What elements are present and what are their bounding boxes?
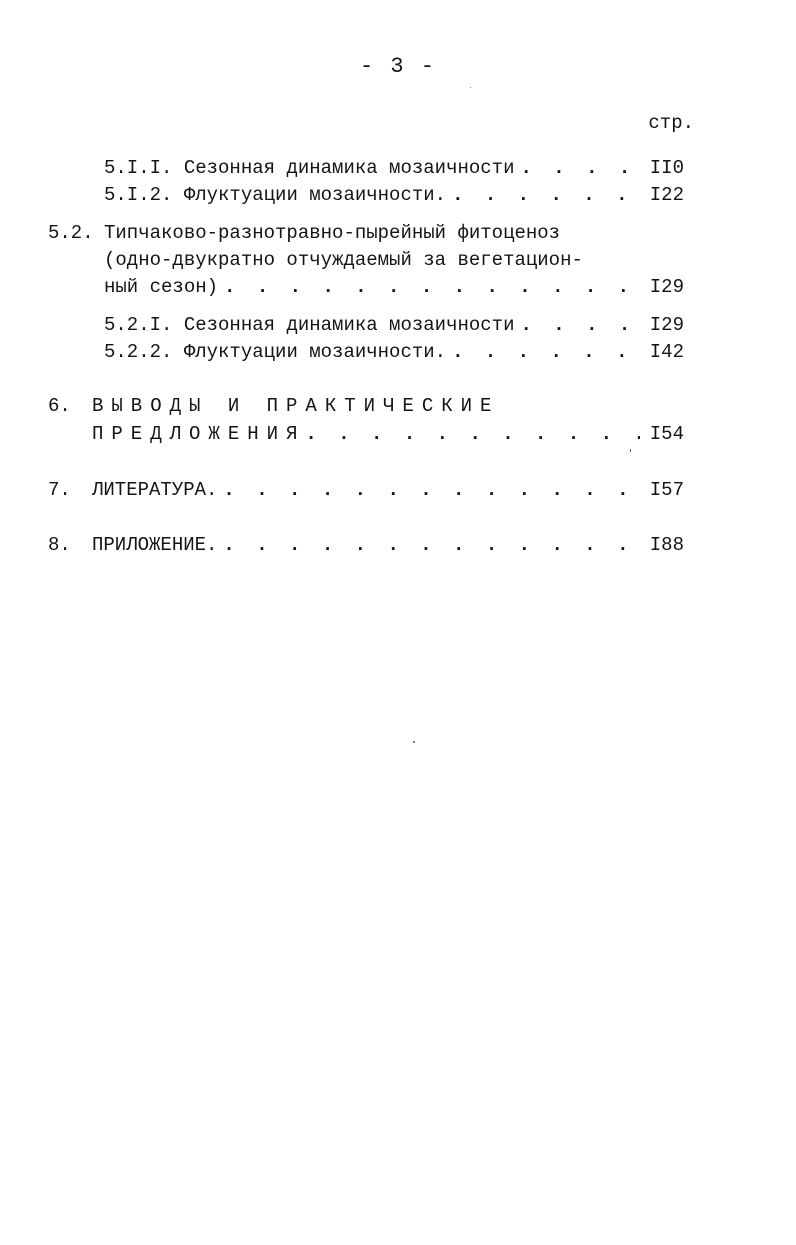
toc-entry-title: ПРИЛОЖЕНИЕ. — [92, 534, 218, 556]
page-column-header: стр. — [648, 112, 694, 134]
toc-entry-title: Флуктуации мозаичности. — [183, 184, 447, 206]
dot-leader — [452, 182, 640, 208]
scan-speck — [470, 87, 471, 88]
toc-entry-number: 5.I.2. — [104, 184, 173, 206]
toc-entry-title: ЛИТЕРАТУРА. — [92, 479, 218, 501]
toc-entry-number: 5.2. — [48, 222, 94, 244]
toc-entry-page: I42 — [649, 341, 684, 363]
dot-leader — [452, 339, 640, 365]
toc-entry-page: II0 — [649, 157, 684, 179]
dot-leader — [223, 532, 640, 558]
toc-entry-7 — [92, 477, 684, 503]
toc-entry-title: Флуктуации мозаичности. — [183, 341, 447, 363]
toc-entry-5-1-2 — [104, 182, 684, 208]
toc-entry-title-line: ВЫВОДЫ И ПРАКТИЧЕСКИЕ — [92, 395, 500, 417]
toc-entry-page: I54 — [649, 423, 684, 445]
toc-entry-number: 8. — [48, 534, 71, 556]
dot-leader — [520, 312, 640, 338]
dot-leader — [223, 477, 640, 503]
toc-entry-number: 5.2.I. — [104, 314, 173, 336]
toc-entry-number: 6. — [48, 395, 71, 417]
toc-entry-5-2-2 — [104, 339, 684, 365]
toc-entry-page: I88 — [649, 534, 684, 556]
toc-entry-5-1-1 — [104, 155, 684, 181]
dot-leader — [224, 274, 640, 300]
page-number: - 3 - — [359, 54, 436, 79]
toc-entry-page: I22 — [649, 184, 684, 206]
toc-entry-title-line: ПРЕДЛОЖЕНИЯ — [92, 423, 306, 445]
toc-entry-title: Сезонная динамика мозаичности — [183, 157, 515, 179]
toc-entry-number: 5.I.I. — [104, 157, 173, 179]
toc-entry-title: Сезонная динамика мозаичности — [183, 314, 515, 336]
toc-entry-title-line: Типчаково-разнотравно-пырейный фитоценоз — [104, 222, 561, 244]
toc-entry-6 — [92, 421, 684, 447]
toc-entry-number: 5.2.2. — [104, 341, 173, 363]
scan-speck — [413, 741, 415, 743]
toc-entry-page: I29 — [649, 314, 684, 336]
toc-entry-page: I29 — [649, 276, 684, 298]
toc-entry-page: I57 — [649, 479, 684, 501]
dot-leader — [305, 421, 640, 447]
toc-entry-title-line: (одно-двукратно отчуждаемый за вегетацион- — [104, 249, 583, 271]
toc-entry-8 — [92, 532, 684, 558]
dot-leader — [520, 155, 640, 181]
toc-entry-5-2 — [104, 274, 684, 300]
scan-speck — [630, 449, 631, 452]
toc-entry-title-line: ный сезон) — [104, 276, 219, 298]
toc-entry-5-2-1 — [104, 312, 684, 338]
toc-entry-number: 7. — [48, 479, 71, 501]
